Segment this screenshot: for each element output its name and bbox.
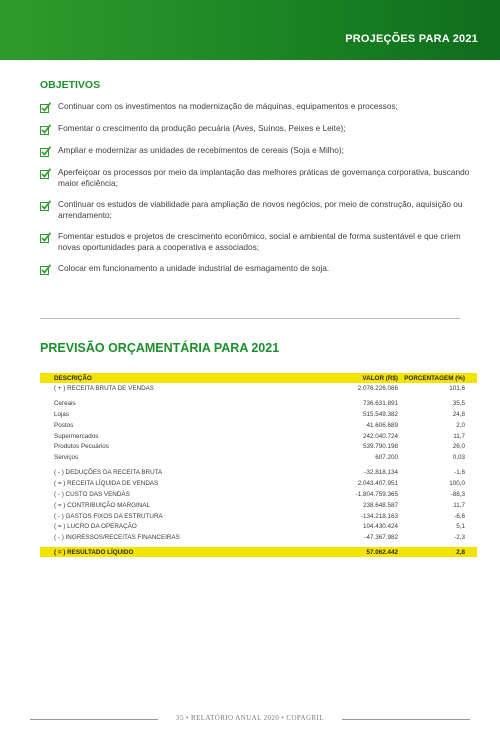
row-percent: 26,0 xyxy=(452,443,465,451)
objective-item xyxy=(40,231,480,253)
row-value: 2.043.407.951 xyxy=(357,480,398,488)
result-percent: 2,8 xyxy=(456,548,465,556)
table-row xyxy=(40,532,477,543)
table-header xyxy=(40,373,477,383)
row-description: ( - ) CUSTO DAS VENDAS xyxy=(54,491,130,499)
header-value: VALOR (R$) xyxy=(362,374,398,382)
row-description: Supermercados xyxy=(54,432,99,440)
row-description: ( = ) LUCRO DA OPERAÇÃO xyxy=(54,523,137,531)
row-value: 242.040.724 xyxy=(362,432,398,440)
objective-text: Fomentar estudos e projetos de crescimento econômico, social e ambiental de forma sustentável e que criem novas oportunidades para a cooperativa e associados; xyxy=(58,231,461,252)
row-description: Lojas xyxy=(54,410,70,418)
row-description: Cereais xyxy=(54,400,76,408)
table-row xyxy=(40,441,477,452)
row-percent: -1,6 xyxy=(454,469,465,477)
row-value: -1.804.759.365 xyxy=(355,491,398,499)
table-row xyxy=(40,500,477,511)
row-percent: 0,03 xyxy=(452,454,465,462)
row-percent: 5,1 xyxy=(456,523,465,531)
row-description: ( + ) RECEITA BRUTA DE VENDAS xyxy=(54,384,155,392)
table-row xyxy=(40,383,477,394)
row-description: Produtos Pecuários xyxy=(54,443,109,451)
objectives-title: OBJETIVOS xyxy=(40,79,101,91)
header-description: DESCRIÇÃO xyxy=(54,374,92,382)
row-value: -47.367.982 xyxy=(364,534,398,542)
objective-item xyxy=(40,101,480,113)
table-row xyxy=(40,489,477,500)
row-percent: 2,0 xyxy=(456,421,465,429)
table-row xyxy=(40,431,477,442)
table-row xyxy=(40,468,477,479)
row-percent: 101,6 xyxy=(449,384,465,392)
row-percent: 11,7 xyxy=(453,432,465,440)
table-row xyxy=(40,420,477,431)
checkbox-checked-icon xyxy=(40,264,51,275)
row-description: Postos xyxy=(54,421,74,429)
row-value: 104.430.424 xyxy=(362,523,398,531)
row-value: 2.076.226.086 xyxy=(357,384,398,392)
objective-item xyxy=(40,167,480,189)
objective-item xyxy=(40,123,480,135)
budget-title: PREVISÃO ORÇAMENTÁRIA PARA 2021 xyxy=(40,341,280,355)
objectives-list xyxy=(40,101,480,285)
row-percent: -88,3 xyxy=(450,491,465,499)
row-description: ( = ) RECEITA LÍQUIDA DE VENDAS xyxy=(54,480,159,488)
row-value: 238.648.587 xyxy=(362,501,398,509)
page-header-title: PROJEÇÕES PARA 2021 xyxy=(345,33,478,45)
table-row xyxy=(40,511,477,522)
row-percent: 24,8 xyxy=(452,410,465,418)
row-percent: 100,0 xyxy=(449,480,465,488)
row-description: ( - ) INGRESSOS/RECEITAS FINANCEIRAS xyxy=(54,534,180,542)
result-description: ( = ) RESULTADO LÍQUIDO xyxy=(54,548,134,556)
row-value: 515.549.382 xyxy=(362,410,398,418)
checkbox-checked-icon xyxy=(40,102,51,113)
row-value: 736.631.891 xyxy=(362,400,398,408)
checkbox-checked-icon xyxy=(40,232,51,243)
row-description: ( - ) GASTOS FIXOS DA ESTRUTURA xyxy=(54,512,163,520)
row-description: ( = ) CONTRIBUIÇÃO MARGINAL xyxy=(54,501,151,509)
table-row xyxy=(40,522,477,533)
header-percent: PORCENTAGEM (%) xyxy=(404,374,465,382)
row-value: 539.790.198 xyxy=(362,443,398,451)
header-band xyxy=(0,0,500,60)
row-percent: -6,6 xyxy=(454,512,465,520)
row-value: -134.218.163 xyxy=(360,512,398,520)
footer-text: 35 • RELATÓRIO ANUAL 2020 • COPAGRIL xyxy=(172,714,328,722)
budget-table xyxy=(40,373,477,557)
objective-item xyxy=(40,145,480,157)
checkbox-checked-icon xyxy=(40,146,51,157)
objective-text: Aperfeiçoar os processos por meio da implantação das melhores práticas de governança corporativa, buscando maior eficiência; xyxy=(58,167,470,188)
objective-text: Continuar os estudos de viabilidade para ampliação de novos negócios, por meio de construção, aquisição ou arrendamento; xyxy=(58,199,463,220)
objective-text: Fomentar o crescimento da produção pecuária (Aves, Suínos, Peixes e Leite); xyxy=(58,123,346,133)
row-description: Serviços xyxy=(54,454,79,462)
table-row xyxy=(40,398,477,409)
checkbox-checked-icon xyxy=(40,200,51,211)
row-percent: -2,3 xyxy=(454,534,465,542)
checkbox-checked-icon xyxy=(40,124,51,135)
table-row xyxy=(40,452,477,463)
objective-item xyxy=(40,199,480,221)
row-percent: 11,7 xyxy=(453,501,465,509)
objective-text: Ampliar e modernizar as unidades de recebimentos de cereais (Soja e Milho); xyxy=(58,145,344,155)
row-value: -32.818.134 xyxy=(364,469,398,477)
objective-text: Colocar em funcionamento a unidade industrial de esmagamento de soja. xyxy=(58,263,330,273)
row-value: 607.200 xyxy=(375,454,398,462)
row-value: 41.606.689 xyxy=(366,421,398,429)
table-row xyxy=(40,478,477,489)
row-percent: 35,5 xyxy=(452,400,465,408)
objective-text: Continuar com os investimentos na modernização de máquinas, equipamentos e processos; xyxy=(58,101,398,111)
section-divider xyxy=(40,318,460,319)
table-row xyxy=(40,409,477,420)
checkbox-checked-icon xyxy=(40,168,51,179)
result-row xyxy=(40,547,477,557)
page-footer xyxy=(0,714,500,722)
objective-item xyxy=(40,263,480,275)
row-description: ( - ) DEDUÇÕES DA RECEITA BRUTA xyxy=(54,469,163,477)
result-value: 57.062.442 xyxy=(366,548,398,556)
